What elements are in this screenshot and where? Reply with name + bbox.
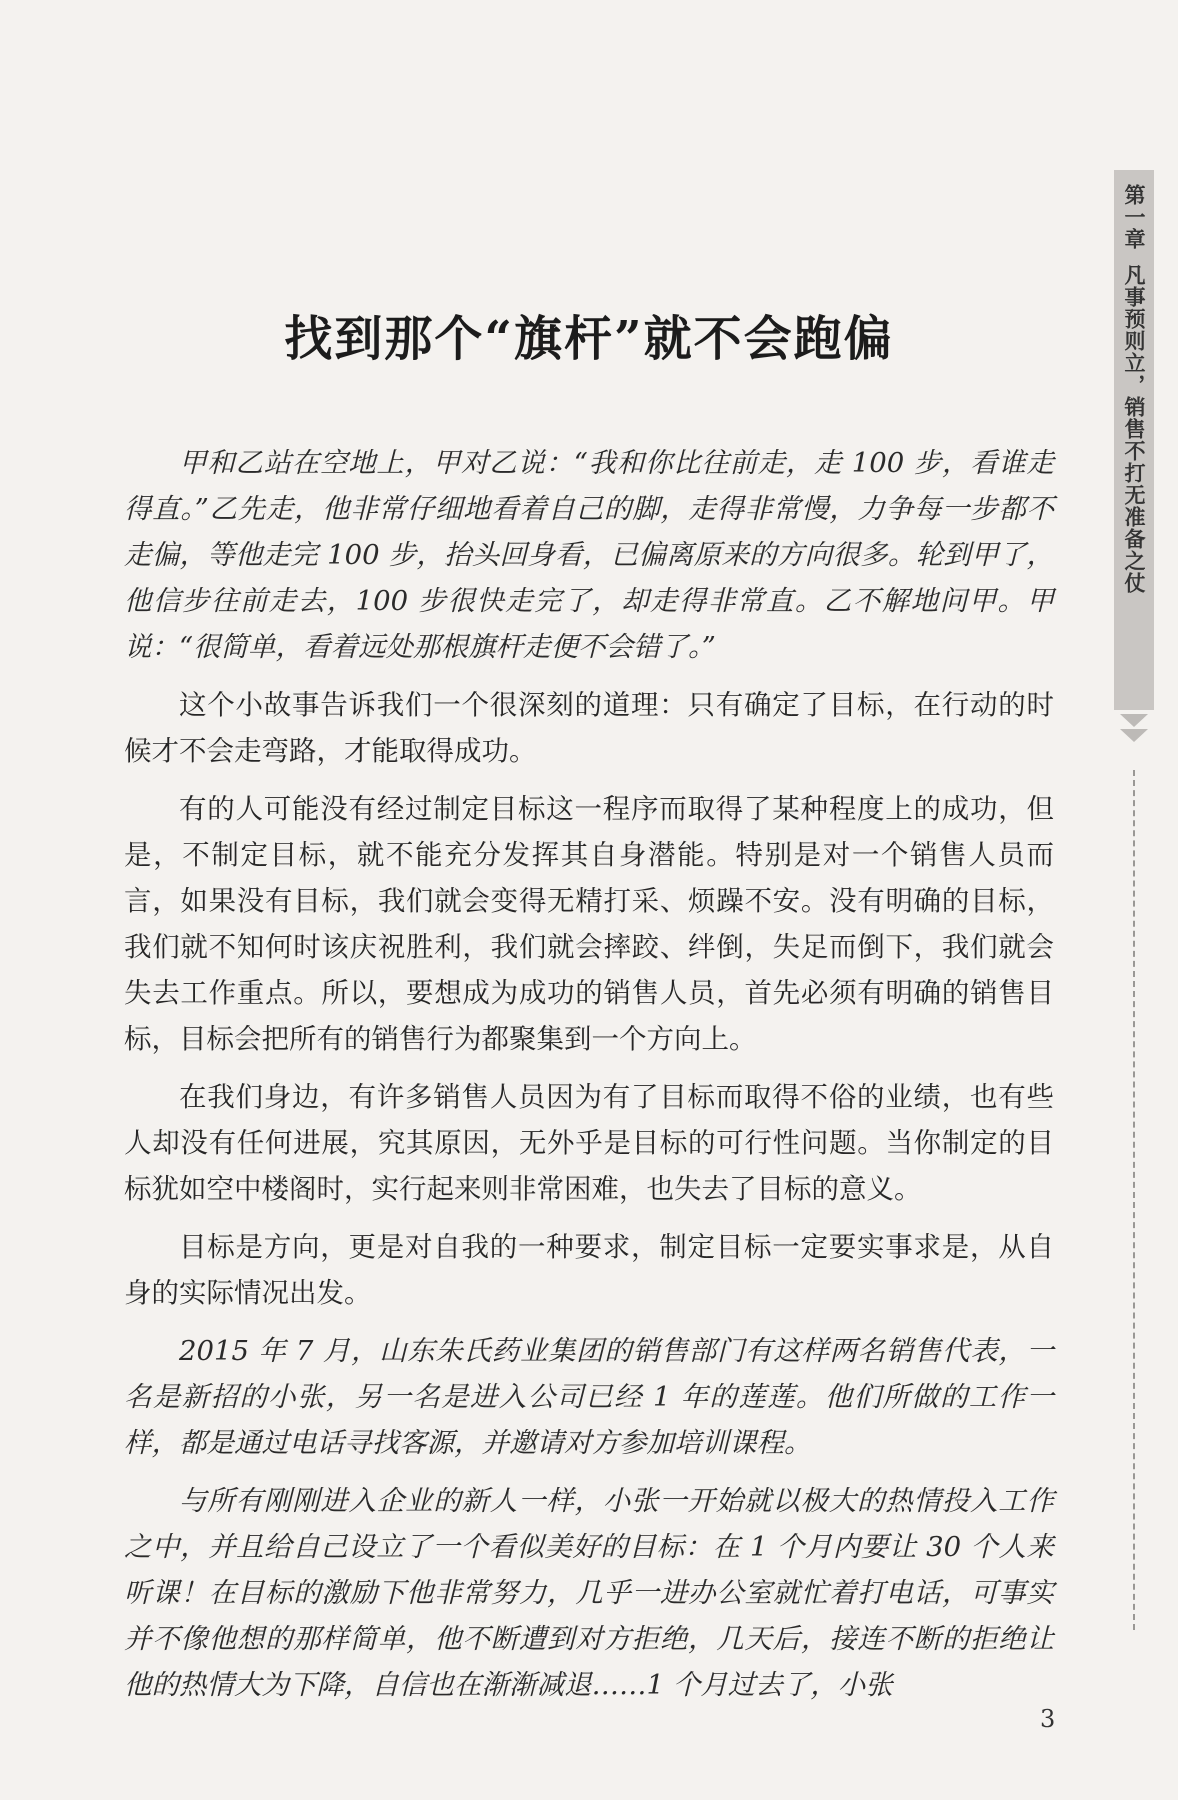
arrow-down-icon (1120, 714, 1148, 727)
page-number: 3 (1040, 1705, 1056, 1733)
paragraph-3: 有的人可能没有经过制定目标这一程序而取得了某种程度上的成功，但是，不制定目标，就不能充分发挥其自身潜能。特别是对一个销售人员而言，如果没有目标，我们就会变得无精打采、烦躁不安。没有明确的目标，我们就不知何时该庆祝胜利，我们就会摔跤、绊倒，失足而倒下，我们就会失去工作重点。所以，要想成为成功的销售人员，首先必须有明确的销售目标，目标会把所有的销售行为都聚集到一个方向上。 (124, 793, 1054, 1055)
body-text (124, 440, 1054, 1720)
chapter-label: 第一章 (1122, 184, 1146, 250)
paragraph-7: 与所有刚刚进入企业的新人一样，小张一开始就以极大的热情投入工作之中，并且给自己设立了一个看似美好的目标：在 1 个月内要让 30 个人来听课！在目标的激励下他非常努力，几乎一进办公室就忙着打电话，可事实并不像他想的那样简单，他不断遭到对方拒绝，几天后，接连不断的拒绝让他的热情大为下降，自信也在渐渐减退……1 个月过去了，小张 (124, 1485, 1054, 1701)
paragraph-6: 2015 年 7 月，山东朱氏药业集团的销售部门有这样两名销售代表，一名是新招的小张，另一名是进入公司已经 1 年的莲莲。他们所做的工作一样，都是通过电话寻找客源，并邀请对方参加培训课程。 (124, 1335, 1054, 1459)
chapter-subtitle: 凡事预则立，销售不打无准备之仗 (1122, 264, 1146, 594)
arrow-down-icon (1120, 729, 1148, 742)
paragraph-2: 这个小故事告诉我们一个很深刻的道理：只有确定了目标，在行动的时候才不会走弯路，才能取得成功。 (124, 689, 1054, 767)
chapter-tab (1114, 170, 1154, 710)
margin-dashed-rule (1133, 770, 1135, 1630)
section-title: 找到那个“旗杆”就不会跑偏 (284, 311, 894, 367)
paragraph-1: 甲和乙站在空地上，甲对乙说：“我和你比往前走，走 100 步，看谁走得直。”乙先走，他非常仔细地看着自己的脚，走得非常慢，力争每一步都不走偏，等他走完 100 步，抬头回身看，已偏离原来的方向很多。轮到甲了，他信步往前走去，100 步很快走完了，却走得非常直。乙不解地问甲。甲说：“很简单，看着远处那根旗杆走便不会错了。” (124, 447, 1054, 663)
down-arrows-icon (1118, 714, 1150, 744)
paragraph-5: 目标是方向，更是对自我的一种要求，制定目标一定要实事求是，从自身的实际情况出发。 (124, 1231, 1054, 1309)
paragraph-4: 在我们身边，有许多销售人员因为有了目标而取得不俗的业绩，也有些人却没有任何进展，究其原因，无外乎是目标的可行性问题。当你制定的目标犹如空中楼阁时，实行起来则非常困难，也失去了目标的意义。 (124, 1081, 1054, 1205)
